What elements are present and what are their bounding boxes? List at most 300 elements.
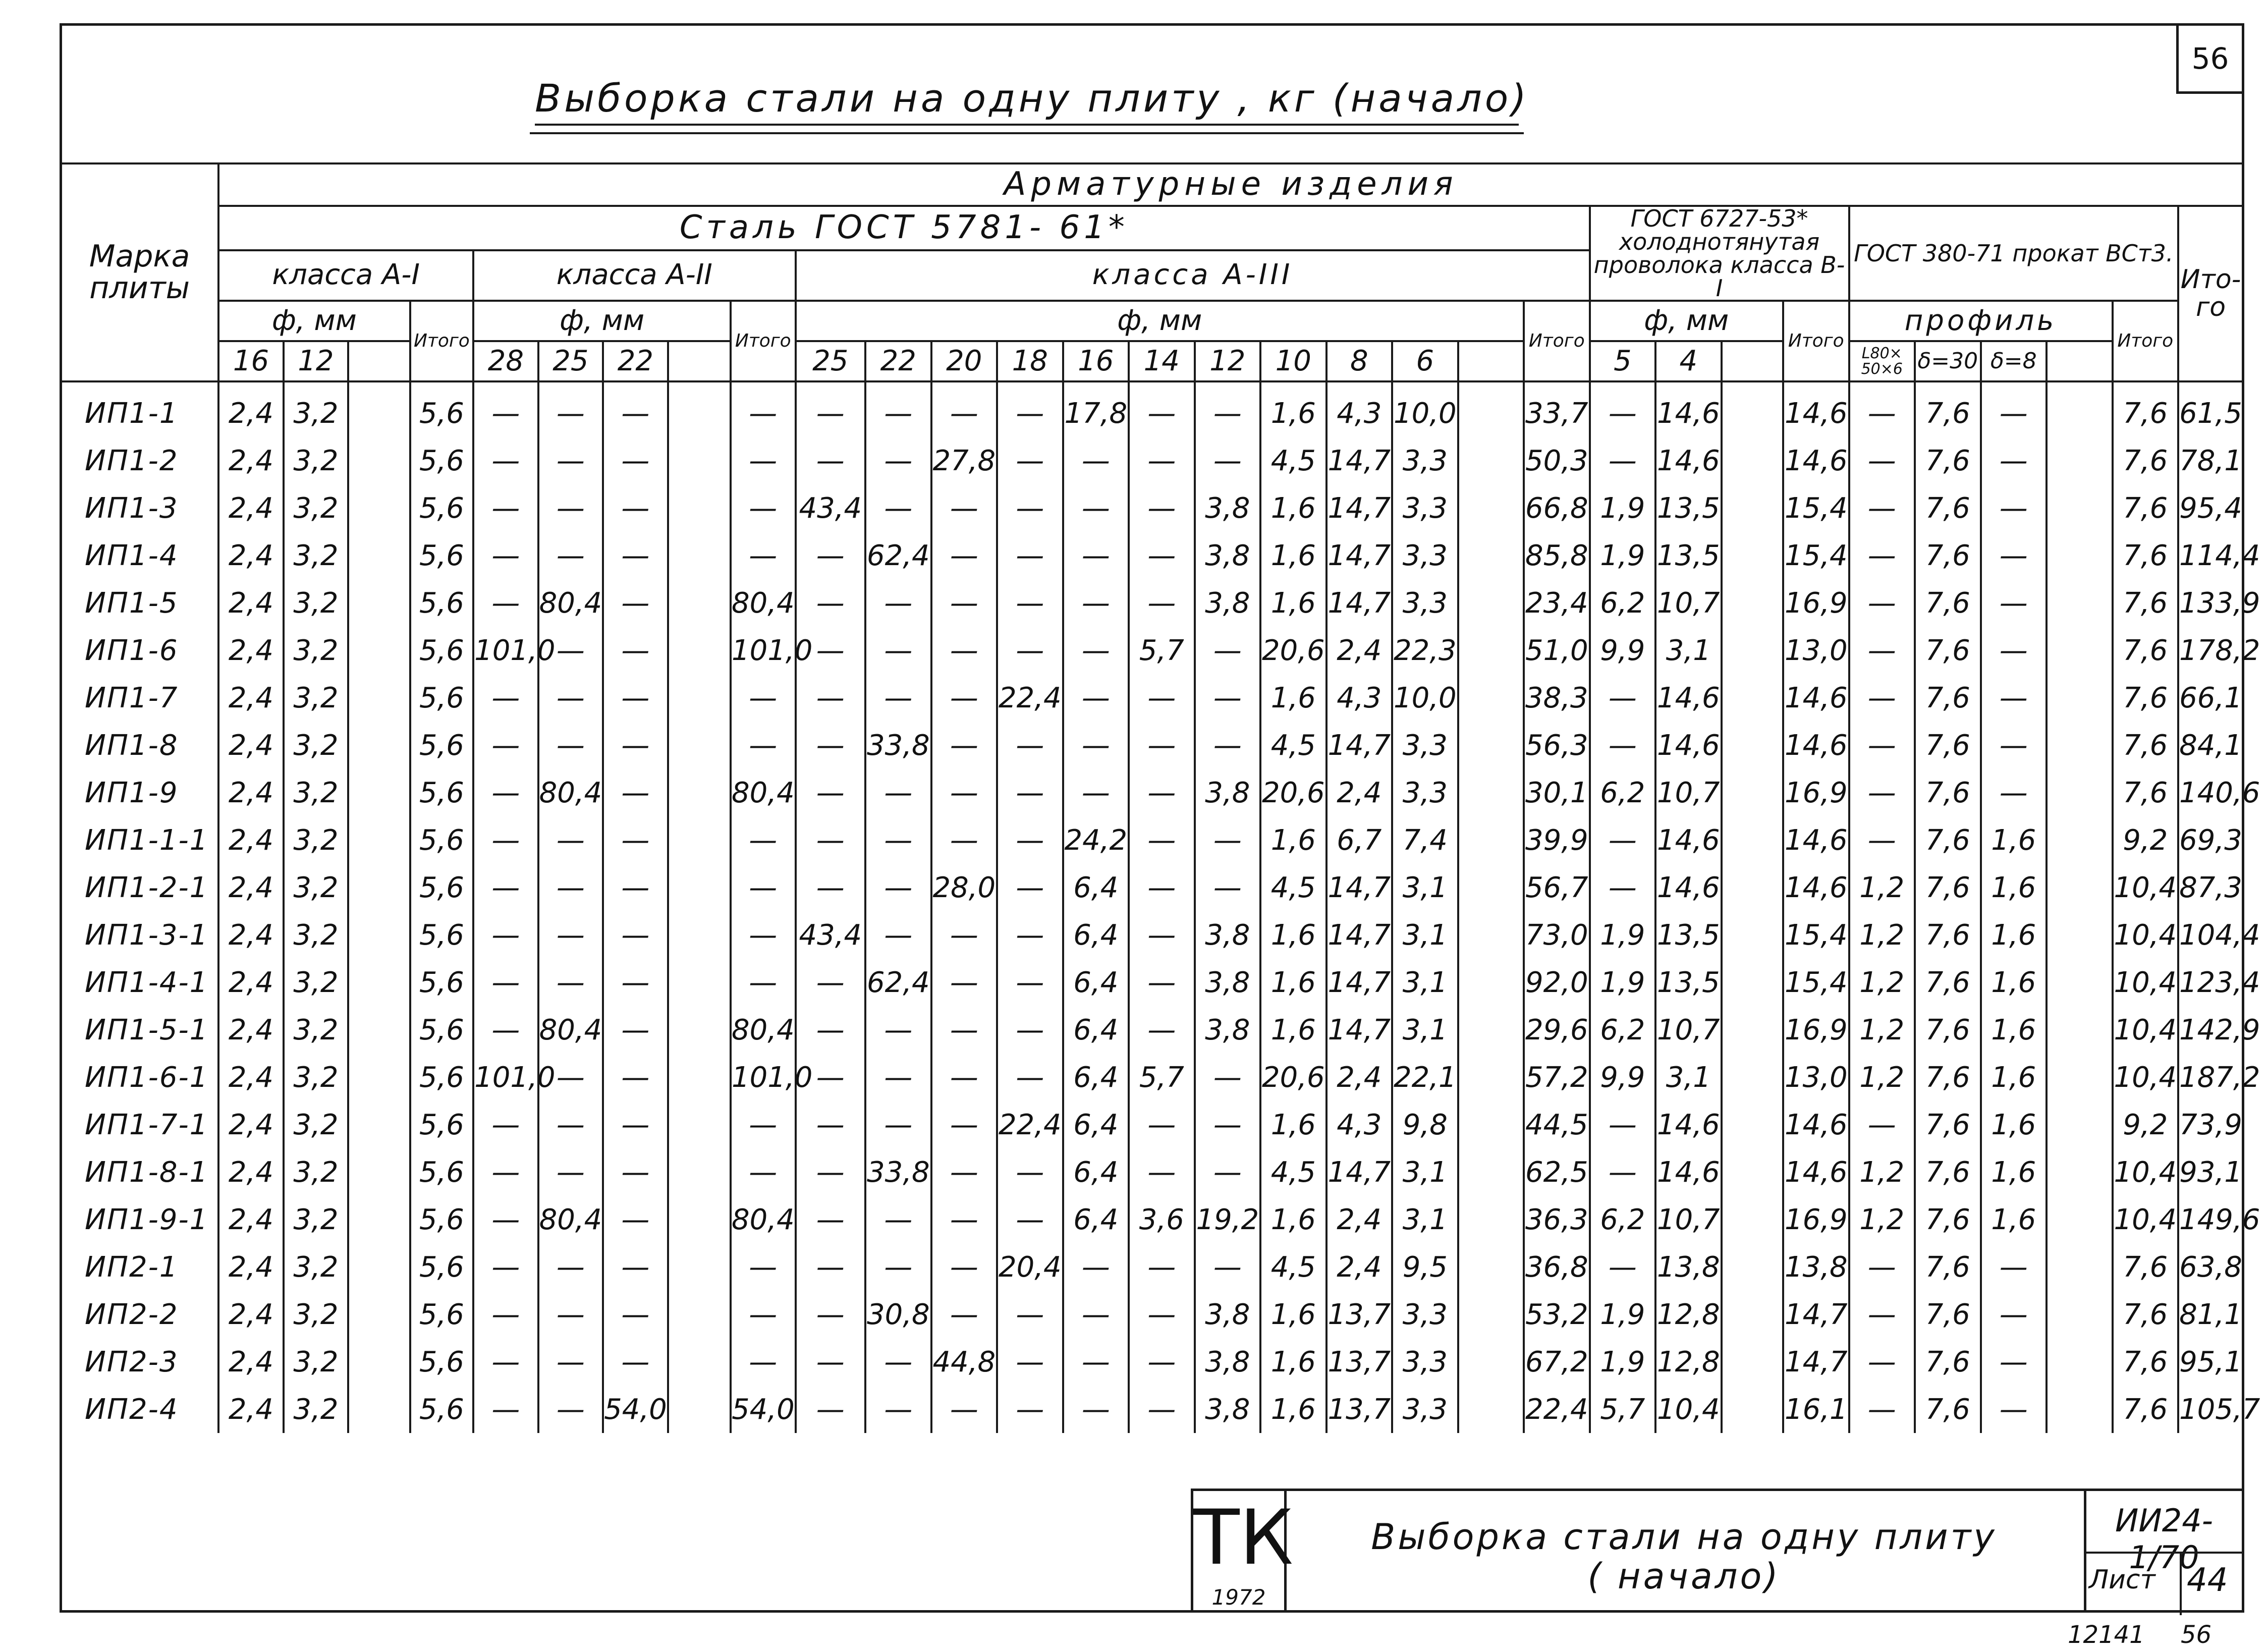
value-cell: — xyxy=(796,1148,866,1196)
value-cell: — xyxy=(931,769,998,816)
value-cell: — xyxy=(731,1338,795,1386)
value-cell: — xyxy=(1129,1148,1195,1196)
value-cell: — xyxy=(796,437,866,484)
value-cell: 27,8 xyxy=(931,437,998,484)
value-cell: 14,6 xyxy=(1655,437,1722,484)
steel-gost-header: Сталь ГОСТ 5781- 61* xyxy=(218,206,1589,250)
value-cell: 1,6 xyxy=(1260,911,1326,959)
org-box xyxy=(1191,1489,1294,1613)
value-cell: 6,4 xyxy=(1063,1101,1129,1148)
value-cell xyxy=(1722,627,1783,674)
value-cell: 3,3 xyxy=(1392,1291,1458,1338)
value-cell: 1,6 xyxy=(1260,381,1326,437)
value-cell xyxy=(1722,816,1783,864)
value-cell: — xyxy=(731,437,795,484)
value-cell: — xyxy=(603,959,668,1006)
value-cell: — xyxy=(865,911,931,959)
value-cell: 3,1 xyxy=(1392,1006,1458,1054)
value-cell xyxy=(668,864,731,911)
value-cell xyxy=(1458,816,1524,864)
plate-mark-cell: ИП1-7-1 xyxy=(61,1101,218,1148)
value-cell: — xyxy=(865,1243,931,1291)
value-cell: 43,4 xyxy=(796,484,866,532)
value-cell: 13,0 xyxy=(1783,1054,1849,1101)
diam-blank xyxy=(348,341,410,381)
value-cell: — xyxy=(997,437,1063,484)
value-cell: 61,5 xyxy=(2178,381,2243,437)
value-cell: 6,4 xyxy=(1063,911,1129,959)
title-block xyxy=(1191,1489,2244,1613)
value-cell: — xyxy=(1063,1291,1129,1338)
value-cell: — xyxy=(865,816,931,864)
value-cell: — xyxy=(796,722,866,769)
value-cell xyxy=(1458,1386,1524,1433)
value-cell xyxy=(2047,1338,2113,1386)
value-cell: — xyxy=(997,1054,1063,1101)
value-cell: 78,1 xyxy=(2178,437,2243,484)
value-cell xyxy=(1722,381,1783,437)
page-number: 56 xyxy=(2176,23,2244,94)
value-cell xyxy=(1458,1243,1524,1291)
value-cell xyxy=(1458,484,1524,532)
value-cell: — xyxy=(796,816,866,864)
value-cell xyxy=(1722,437,1783,484)
value-cell: 4,5 xyxy=(1260,1243,1326,1291)
value-cell: — xyxy=(865,579,931,627)
value-cell: 62,4 xyxy=(865,959,931,1006)
value-cell xyxy=(348,674,410,722)
value-cell: 3,2 xyxy=(284,674,348,722)
value-cell: 3,1 xyxy=(1392,911,1458,959)
value-cell: 2,4 xyxy=(218,1386,283,1433)
value-cell xyxy=(1458,674,1524,722)
value-cell: 7,6 xyxy=(2113,437,2179,484)
value-cell: — xyxy=(603,627,668,674)
plate-mark-cell: ИП1-8-1 xyxy=(61,1148,218,1196)
value-cell: 2,4 xyxy=(218,1101,283,1148)
value-cell: 15,4 xyxy=(1783,484,1849,532)
value-cell: 14,7 xyxy=(1783,1338,1849,1386)
value-cell: 1,6 xyxy=(1260,816,1326,864)
value-cell: 14,6 xyxy=(1655,1148,1722,1196)
value-cell: 1,6 xyxy=(1260,579,1326,627)
value-cell xyxy=(1722,959,1783,1006)
value-cell: — xyxy=(1590,864,1656,911)
table-row xyxy=(61,722,2243,769)
value-cell: 2,4 xyxy=(218,911,283,959)
value-cell: — xyxy=(1590,722,1656,769)
plate-mark-cell: ИП2-1 xyxy=(61,1243,218,1291)
value-cell: 7,6 xyxy=(1915,484,1981,532)
value-cell: 7,6 xyxy=(2113,722,2179,769)
table-row xyxy=(61,1386,2243,1433)
value-cell: 10,4 xyxy=(2113,1196,2179,1243)
value-cell xyxy=(1458,381,1524,437)
value-cell: 7,6 xyxy=(1915,381,1981,437)
value-cell: 66,1 xyxy=(2178,674,2243,722)
value-cell: 9,2 xyxy=(2113,816,2179,864)
value-cell: 14,7 xyxy=(1326,1006,1393,1054)
value-cell: — xyxy=(1129,1101,1195,1148)
value-cell xyxy=(2047,864,2113,911)
footer-page: 56 xyxy=(2181,1621,2212,1649)
value-cell: 14,7 xyxy=(1326,437,1393,484)
value-cell xyxy=(2047,722,2113,769)
value-cell xyxy=(668,722,731,769)
value-cell: 101,0 xyxy=(731,1054,795,1101)
value-cell xyxy=(1458,1054,1524,1101)
value-cell: 3,2 xyxy=(284,381,348,437)
plate-mark-cell: ИП2-3 xyxy=(61,1338,218,1386)
value-cell xyxy=(1722,1338,1783,1386)
value-cell xyxy=(2047,1006,2113,1054)
value-cell: 2,4 xyxy=(218,484,283,532)
value-cell: 44,8 xyxy=(931,1338,998,1386)
value-cell xyxy=(668,674,731,722)
value-cell: — xyxy=(1195,1101,1261,1148)
value-cell: 1,6 xyxy=(1260,1291,1326,1338)
value-cell: 1,2 xyxy=(1849,911,1915,959)
value-cell: 14,6 xyxy=(1783,816,1849,864)
value-cell: 14,7 xyxy=(1326,484,1393,532)
value-cell: 14,7 xyxy=(1783,1291,1849,1338)
value-cell: 3,3 xyxy=(1392,437,1458,484)
value-cell: — xyxy=(603,911,668,959)
value-cell: 2,4 xyxy=(1326,627,1393,674)
diam-5: 5 xyxy=(1590,341,1656,381)
value-cell: — xyxy=(931,816,998,864)
value-cell: — xyxy=(1195,1054,1261,1101)
value-cell: — xyxy=(796,1386,866,1433)
profile-blank xyxy=(2047,341,2113,381)
value-cell xyxy=(668,1101,731,1148)
value-cell: — xyxy=(796,381,866,437)
value-cell: — xyxy=(931,1243,998,1291)
value-cell: 7,6 xyxy=(1915,959,1981,1006)
table-row xyxy=(61,1196,2243,1243)
value-cell: 5,7 xyxy=(1129,1054,1195,1101)
value-cell: — xyxy=(731,674,795,722)
value-cell: 3,2 xyxy=(284,532,348,579)
value-cell: 33,8 xyxy=(865,722,931,769)
value-cell: 6,4 xyxy=(1063,959,1129,1006)
value-cell: — xyxy=(931,911,998,959)
table-row xyxy=(61,769,2243,816)
value-cell: — xyxy=(731,381,795,437)
value-cell: 20,6 xyxy=(1260,627,1326,674)
value-cell xyxy=(2047,1386,2113,1433)
value-cell: — xyxy=(603,722,668,769)
value-cell: 3,2 xyxy=(284,1338,348,1386)
value-cell: — xyxy=(473,1148,538,1196)
value-cell: 2,4 xyxy=(218,816,283,864)
value-cell: — xyxy=(1981,579,2047,627)
value-cell: — xyxy=(1849,532,1915,579)
value-cell: 3,3 xyxy=(1392,579,1458,627)
value-cell: 13,8 xyxy=(1783,1243,1849,1291)
value-cell: — xyxy=(603,1196,668,1243)
value-cell: 101,0 xyxy=(473,627,538,674)
value-cell xyxy=(2047,627,2113,674)
value-cell: — xyxy=(1590,1243,1656,1291)
a2-diam-header: ф, мм xyxy=(473,301,731,341)
value-cell xyxy=(668,532,731,579)
value-cell: — xyxy=(1849,484,1915,532)
value-cell: — xyxy=(997,959,1063,1006)
value-cell: — xyxy=(865,1006,931,1054)
diam-25: 25 xyxy=(796,341,866,381)
value-cell: 4,3 xyxy=(1326,1101,1393,1148)
value-cell: 44,5 xyxy=(1524,1101,1590,1148)
value-cell: — xyxy=(538,959,603,1006)
value-cell: — xyxy=(538,627,603,674)
plate-mark-cell: ИП1-3 xyxy=(61,484,218,532)
value-cell: — xyxy=(1981,532,2047,579)
value-cell: — xyxy=(796,1101,866,1148)
value-cell: — xyxy=(1129,381,1195,437)
value-cell: 22,4 xyxy=(1524,1386,1590,1433)
value-cell: — xyxy=(603,1101,668,1148)
diam-12: 12 xyxy=(284,341,348,381)
value-cell: 1,9 xyxy=(1590,484,1656,532)
value-cell: — xyxy=(603,484,668,532)
value-cell: — xyxy=(1195,437,1261,484)
value-cell: — xyxy=(1129,959,1195,1006)
value-cell: 22,1 xyxy=(1392,1054,1458,1101)
plate-mark-cell: ИП2-2 xyxy=(61,1291,218,1338)
value-cell: 7,6 xyxy=(1915,1291,1981,1338)
value-cell: — xyxy=(865,627,931,674)
steel-table-wrap xyxy=(60,162,2260,1448)
value-cell: 3,2 xyxy=(284,484,348,532)
a2-total-header: Итого xyxy=(731,301,795,381)
table-row xyxy=(61,627,2243,674)
value-cell: 10,4 xyxy=(2113,1006,2179,1054)
value-cell: — xyxy=(603,1243,668,1291)
a3-total-header: Итого xyxy=(1524,301,1590,381)
value-cell: 28,0 xyxy=(931,864,998,911)
value-cell: 101,0 xyxy=(731,627,795,674)
value-cell: — xyxy=(1849,1101,1915,1148)
value-cell: — xyxy=(538,1148,603,1196)
value-cell xyxy=(2047,532,2113,579)
value-cell: 1,2 xyxy=(1849,1054,1915,1101)
value-cell: 178,2 xyxy=(2178,627,2243,674)
value-cell xyxy=(1458,959,1524,1006)
value-cell: 3,2 xyxy=(284,1054,348,1101)
value-cell: 14,6 xyxy=(1655,722,1722,769)
value-cell: 7,6 xyxy=(1915,911,1981,959)
value-cell: — xyxy=(538,1291,603,1338)
value-cell xyxy=(668,484,731,532)
profile-header: профиль xyxy=(1849,301,2113,341)
value-cell: 7,6 xyxy=(1915,579,1981,627)
value-cell: 1,9 xyxy=(1590,911,1656,959)
value-cell: — xyxy=(997,381,1063,437)
value-cell xyxy=(348,816,410,864)
value-cell: — xyxy=(731,959,795,1006)
value-cell: 5,6 xyxy=(410,1054,473,1101)
value-cell: 3,8 xyxy=(1195,911,1261,959)
value-cell: — xyxy=(931,627,998,674)
value-cell: — xyxy=(931,1196,998,1243)
profile-angle: L80× 50×6 xyxy=(1849,341,1915,381)
value-cell xyxy=(1722,1291,1783,1338)
value-cell xyxy=(348,437,410,484)
value-cell: — xyxy=(1849,769,1915,816)
value-cell: — xyxy=(1129,1006,1195,1054)
value-cell: 2,4 xyxy=(218,1338,283,1386)
value-cell xyxy=(348,769,410,816)
value-cell: — xyxy=(473,722,538,769)
value-cell: 19,2 xyxy=(1195,1196,1261,1243)
value-cell: — xyxy=(731,864,795,911)
value-cell: 56,7 xyxy=(1524,864,1590,911)
value-cell: — xyxy=(603,579,668,627)
value-cell: — xyxy=(997,1291,1063,1338)
value-cell: 6,4 xyxy=(1063,1196,1129,1243)
value-cell: 1,6 xyxy=(1981,1006,2047,1054)
value-cell: 1,6 xyxy=(1260,1386,1326,1433)
value-cell: 81,1 xyxy=(2178,1291,2243,1338)
value-cell: 10,4 xyxy=(1655,1386,1722,1433)
value-cell: — xyxy=(731,722,795,769)
value-cell: — xyxy=(796,627,866,674)
value-cell: — xyxy=(1981,484,2047,532)
value-cell: 30,1 xyxy=(1524,769,1590,816)
value-cell xyxy=(668,1386,731,1433)
value-cell: 85,8 xyxy=(1524,532,1590,579)
mark-header: Марка плиты xyxy=(61,163,218,381)
stamp-code-box xyxy=(2084,1489,2244,1613)
value-cell: — xyxy=(1981,769,2047,816)
value-cell: 1,2 xyxy=(1849,1196,1915,1243)
value-cell xyxy=(2047,1243,2113,1291)
value-cell: 92,0 xyxy=(1524,959,1590,1006)
value-cell: 33,8 xyxy=(865,1148,931,1196)
value-cell: 14,6 xyxy=(1655,381,1722,437)
value-cell: — xyxy=(473,484,538,532)
value-cell: — xyxy=(1590,1148,1656,1196)
value-cell: 43,4 xyxy=(796,911,866,959)
value-cell: — xyxy=(997,579,1063,627)
value-cell: — xyxy=(538,532,603,579)
value-cell: 3,1 xyxy=(1392,959,1458,1006)
value-cell: 7,6 xyxy=(1915,1101,1981,1148)
value-cell xyxy=(348,532,410,579)
plate-mark-cell: ИП1-4 xyxy=(61,532,218,579)
value-cell: 7,6 xyxy=(2113,484,2179,532)
value-cell: 2,4 xyxy=(218,1148,283,1196)
value-cell: 10,0 xyxy=(1392,381,1458,437)
value-cell: 2,4 xyxy=(218,722,283,769)
value-cell: 5,6 xyxy=(410,769,473,816)
value-cell xyxy=(668,1148,731,1196)
value-cell xyxy=(1722,1006,1783,1054)
value-cell: — xyxy=(473,1006,538,1054)
value-cell: — xyxy=(931,722,998,769)
value-cell: — xyxy=(538,1243,603,1291)
value-cell: — xyxy=(603,1054,668,1101)
value-cell xyxy=(668,911,731,959)
value-cell: 3,2 xyxy=(284,579,348,627)
value-cell xyxy=(2047,1196,2113,1243)
value-cell: — xyxy=(538,1386,603,1433)
value-cell: — xyxy=(1129,532,1195,579)
value-cell: — xyxy=(538,911,603,959)
value-cell: — xyxy=(1129,674,1195,722)
value-cell: 13,5 xyxy=(1655,911,1722,959)
value-cell: — xyxy=(796,532,866,579)
value-cell: 5,6 xyxy=(410,1196,473,1243)
value-cell: 140,6 xyxy=(2178,769,2243,816)
value-cell: 14,7 xyxy=(1326,532,1393,579)
value-cell: 3,2 xyxy=(284,959,348,1006)
value-cell: 3,2 xyxy=(284,816,348,864)
value-cell: — xyxy=(1849,674,1915,722)
value-cell: 7,6 xyxy=(2113,627,2179,674)
plate-mark-cell: ИП1-6 xyxy=(61,627,218,674)
value-cell: 14,7 xyxy=(1326,1148,1393,1196)
value-cell: — xyxy=(473,1338,538,1386)
table-row xyxy=(61,1338,2243,1386)
value-cell: 12,8 xyxy=(1655,1338,1722,1386)
table-row xyxy=(61,959,2243,1006)
value-cell: — xyxy=(731,1101,795,1148)
value-cell: 3,2 xyxy=(284,769,348,816)
value-cell: 2,4 xyxy=(218,864,283,911)
value-cell: 15,4 xyxy=(1783,911,1849,959)
value-cell: 3,8 xyxy=(1195,1291,1261,1338)
plate-mark-cell: ИП1-4-1 xyxy=(61,959,218,1006)
value-cell xyxy=(1722,1054,1783,1101)
diam-28: 28 xyxy=(473,341,538,381)
value-cell: — xyxy=(603,437,668,484)
value-cell: — xyxy=(731,816,795,864)
profile-d8: δ=8 xyxy=(1981,341,2047,381)
table-row xyxy=(61,1148,2243,1196)
value-cell: 2,4 xyxy=(218,579,283,627)
value-cell: 5,6 xyxy=(410,1006,473,1054)
value-cell: 1,2 xyxy=(1849,959,1915,1006)
value-cell: 3,2 xyxy=(284,1148,348,1196)
value-cell: 7,6 xyxy=(2113,532,2179,579)
value-cell xyxy=(348,864,410,911)
value-cell: 1,6 xyxy=(1981,959,2047,1006)
value-cell: — xyxy=(796,674,866,722)
value-cell: 87,3 xyxy=(2178,864,2243,911)
value-cell: 14,6 xyxy=(1783,381,1849,437)
value-cell: 3,8 xyxy=(1195,1006,1261,1054)
value-cell: — xyxy=(997,1386,1063,1433)
value-cell xyxy=(348,1243,410,1291)
value-cell: 13,5 xyxy=(1655,484,1722,532)
value-cell xyxy=(1722,1148,1783,1196)
diam-6: 6 xyxy=(1392,341,1458,381)
value-cell: 1,2 xyxy=(1849,1148,1915,1196)
plate-mark-cell: ИП1-2 xyxy=(61,437,218,484)
value-cell: 5,6 xyxy=(410,911,473,959)
value-cell: 5,6 xyxy=(410,864,473,911)
value-cell: 101,0 xyxy=(473,1054,538,1101)
value-cell: 3,2 xyxy=(284,722,348,769)
value-cell: — xyxy=(473,1291,538,1338)
diam-8: 8 xyxy=(1326,341,1393,381)
value-cell: — xyxy=(1063,1386,1129,1433)
value-cell: — xyxy=(997,1196,1063,1243)
value-cell: 142,9 xyxy=(2178,1006,2243,1054)
value-cell: 3,2 xyxy=(284,1291,348,1338)
